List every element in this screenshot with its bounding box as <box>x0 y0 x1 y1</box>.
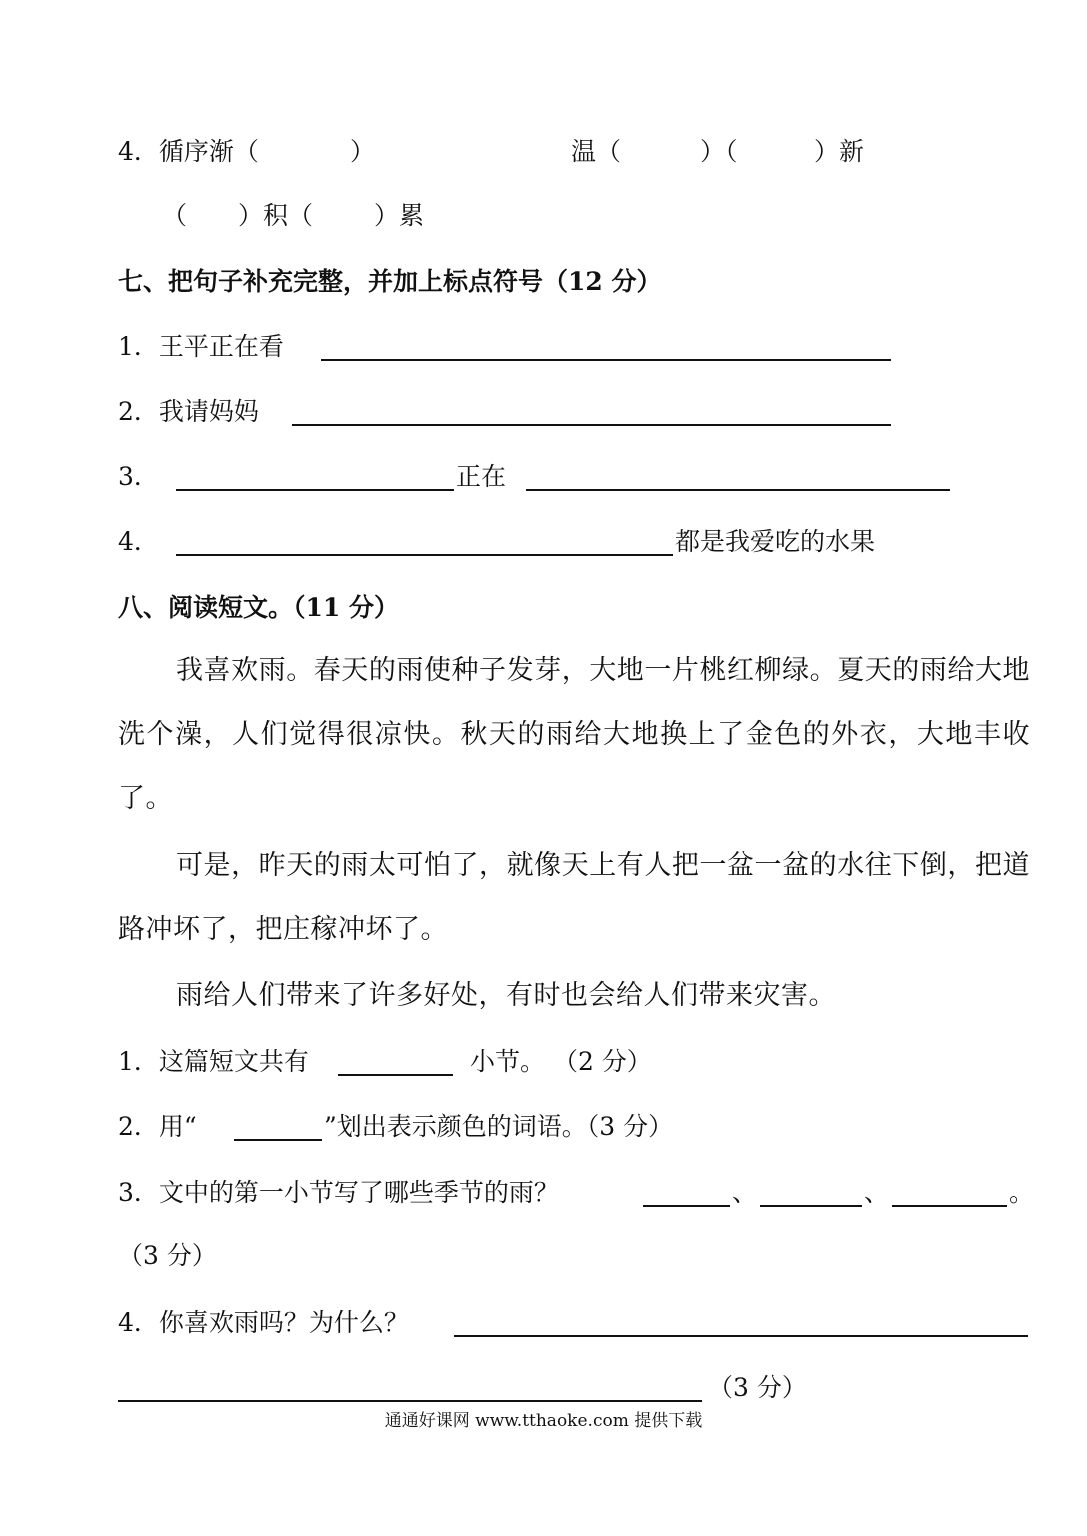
s7-item1-label: 1．王平正在看 <box>118 332 284 361</box>
s7-item2-answer-line[interactable] <box>292 424 891 426</box>
passage-paragraph-2: 可是，昨天的雨太可怕了，就像天上有人把一盆一盆的水往下倒，把道路冲坏了，把庄稼冲坏了。 <box>118 850 1030 945</box>
s8-q2-underline-sample <box>234 1139 322 1141</box>
s8-q1-answer-line[interactable] <box>338 1074 453 1076</box>
s8-q3-sep1: 、 <box>732 1178 758 1207</box>
q6-item4-lei: ）累 <box>374 201 425 230</box>
s7-item1-answer-line[interactable] <box>321 359 891 361</box>
q6-item4-row1 <box>118 132 1018 172</box>
s8-q4-score: （3 分） <box>708 1373 807 1402</box>
s8-q3-answer-line-1[interactable] <box>643 1205 730 1207</box>
q6-item4-ji: ）积（ <box>238 201 314 230</box>
s8-q2-prefix: 2．用“ <box>118 1112 197 1141</box>
s8-q2-suffix: ”划出表示颜色的词语。（3 分） <box>324 1112 674 1141</box>
s8-q3-sep2: 、 <box>864 1178 890 1207</box>
s8-q1-suffix: 小节。 （2 分） <box>470 1047 652 1076</box>
s7-item3-mid: 正在 <box>456 462 507 491</box>
page-footer: 通通好课网 www.tthaoke.com 提供下载 <box>384 1411 703 1431</box>
s8-q4-row2 <box>118 1368 1030 1408</box>
q6-item4-close: ） <box>350 137 376 166</box>
s8-question1 <box>118 1042 1018 1082</box>
s7-item3-answer-line-2[interactable] <box>526 489 950 491</box>
s8-q1-prefix: 1．这篇短文共有 <box>118 1047 309 1076</box>
s8-q3-answer-line-3[interactable] <box>892 1205 1007 1207</box>
s7-item4-label: 4． <box>118 527 159 556</box>
s8-q3-score: （3 分） <box>118 1241 217 1270</box>
s7-item3 <box>118 457 1018 497</box>
s7-item4 <box>118 522 1018 562</box>
s7-item2 <box>118 392 1018 432</box>
s8-q4-answer-line-2[interactable] <box>118 1400 702 1402</box>
s8-q4-answer-line-1[interactable] <box>454 1335 1028 1337</box>
q6-item4-row2 <box>118 196 1018 236</box>
q6-item4-wen: 温（ <box>571 137 622 166</box>
q6-item4-xin: ）新 <box>814 137 865 166</box>
s8-question4 <box>118 1303 1030 1343</box>
s8-q3-end: 。 <box>1009 1178 1035 1207</box>
s7-item3-label: 3． <box>118 462 159 491</box>
q6-item4-row2-open: （ <box>162 201 188 230</box>
s8-q4-prefix: 4．你喜欢雨吗？为什么？ <box>118 1308 409 1337</box>
s7-item3-answer-line-1[interactable] <box>176 489 454 491</box>
s7-item2-label: 2．我请妈妈 <box>118 397 259 426</box>
s7-item4-answer-line[interactable] <box>176 554 673 556</box>
s7-item4-suffix: 都是我爱吃的水果 <box>675 527 876 556</box>
s8-question2 <box>118 1107 1018 1147</box>
q6-item4-prefix: 4．循序渐（ <box>118 137 259 166</box>
s8-question3 <box>118 1173 1038 1213</box>
passage-paragraph-3: 雨给人们带来了许多好处，有时也会给人们带来灾害。 <box>176 980 836 1011</box>
s8-q3-answer-line-2[interactable] <box>760 1205 862 1207</box>
s7-item1 <box>118 327 1018 367</box>
passage-paragraph-1: 我喜欢雨。春天的雨使种子发芽，大地一片桃红柳绿。夏天的雨给大地洗个澡，人们觉得很凉快。秋天的雨给大地换上了金色的外衣，大地丰收了。 <box>118 655 1030 814</box>
s8-q3-prefix: 3．文中的第一小节写了哪些季节的雨？ <box>118 1178 559 1207</box>
section7-title: 七、把句子补充完整，并加上标点符号（12 分） <box>118 267 662 296</box>
section8-title: 八、阅读短文。（11 分） <box>118 593 399 622</box>
q6-item4-wen-mid: ）（ <box>700 137 738 166</box>
